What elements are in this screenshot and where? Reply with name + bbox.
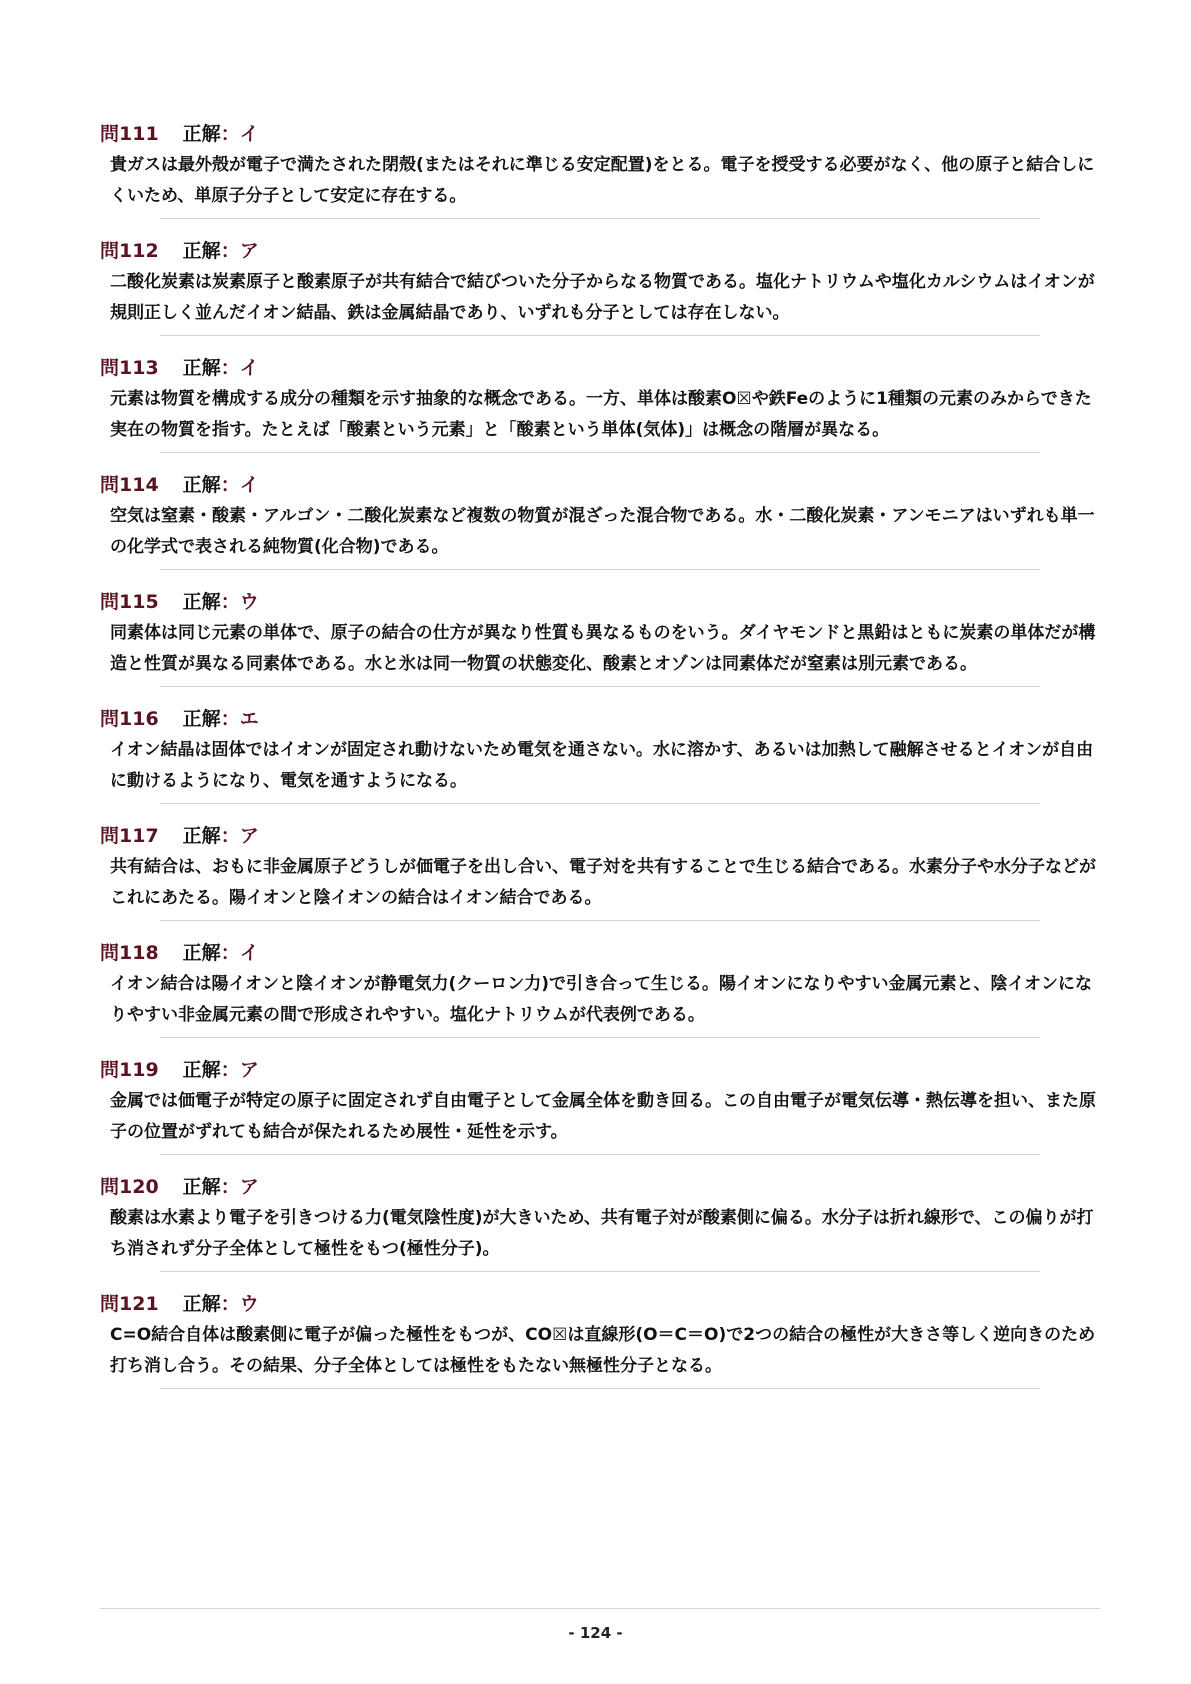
question-number: 問115 <box>100 591 159 613</box>
answer-explanation: 共有結合は、おもに非金属原子どうしが価電子を出し合い、電子対を共有することで生じる結合である。水素分子や水分子などがこれにあたる。陽イオンと陰イオンの結合はイオン結合である。 <box>110 857 1096 908</box>
answer-choice: ア <box>239 240 259 262</box>
item-divider <box>160 335 1040 336</box>
answer-choice: ウ <box>239 1293 259 1315</box>
answer-colon: ： <box>220 240 240 262</box>
answer-choice: イ <box>239 942 259 964</box>
answer-label: 正解 <box>182 1293 221 1315</box>
answer-label: 正解 <box>182 708 221 730</box>
answer-explanation: 金属では価電子が特定の原子に固定されず自由電子として金属全体を動き回る。この自由電子が電気伝導・熱伝導を担い、また原子の位置がずれても結合が保たれるため展性・延性を示す。 <box>110 1091 1096 1142</box>
answer-item-119 <box>100 1054 1100 1155</box>
answer-heading <box>100 703 1100 735</box>
answer-item-116 <box>100 703 1100 804</box>
item-divider <box>160 569 1040 570</box>
answer-choice: イ <box>239 474 259 496</box>
answer-colon: ： <box>220 708 240 730</box>
answer-item-112 <box>100 235 1100 336</box>
answer-choice: ア <box>239 1059 259 1081</box>
question-number: 問113 <box>100 357 159 379</box>
answer-item-113 <box>100 352 1100 453</box>
item-divider <box>160 1154 1040 1155</box>
answer-heading <box>100 118 1100 150</box>
answer-label: 正解 <box>182 942 221 964</box>
answer-heading <box>100 586 1100 618</box>
answer-explanation: C=O結合自体は酸素側に電子が偏った極性をもつが、CO☒は直線形(O＝C＝O)で2つの結合の極性が大きさ等しく逆向きのため打ち消し合う。その結果、分子全体としては極性をもたない無極性分子となる。 <box>110 1325 1096 1376</box>
question-number: 問116 <box>100 708 159 730</box>
item-divider <box>160 1271 1040 1272</box>
answer-choice: エ <box>239 708 259 730</box>
answer-colon: ： <box>220 123 240 145</box>
answer-colon: ： <box>220 474 240 496</box>
answer-item-115 <box>100 586 1100 687</box>
item-divider <box>160 218 1040 219</box>
answer-explanation: イオン結晶は固体ではイオンが固定され動けないため電気を通さない。水に溶かす、あるいは加熱して融解させるとイオンが自由に動けるようになり、電気を通すようになる。 <box>110 740 1094 791</box>
answer-explanation: 貴ガスは最外殻が電子で満たされた閉殻(またはそれに準じる安定配置)をとる。電子を授受する必要がなく、他の原子と結合しにくいため、単原子分子として安定に存在する。 <box>110 155 1095 206</box>
question-number: 問120 <box>100 1176 159 1198</box>
item-divider <box>160 686 1040 687</box>
answer-label: 正解 <box>182 825 221 847</box>
answer-item-118 <box>100 937 1100 1038</box>
answer-heading <box>100 1171 1100 1203</box>
answer-colon: ： <box>220 1293 240 1315</box>
question-number: 問111 <box>100 123 159 145</box>
answer-label: 正解 <box>182 474 221 496</box>
item-divider <box>160 1037 1040 1038</box>
answer-colon: ： <box>220 357 240 379</box>
answer-item-114 <box>100 469 1100 570</box>
answer-heading <box>100 820 1100 852</box>
answer-colon: ： <box>220 591 240 613</box>
answer-colon: ： <box>220 1176 240 1198</box>
question-number: 問112 <box>100 240 159 262</box>
item-divider <box>160 1388 1040 1389</box>
footer-divider <box>100 1608 1100 1609</box>
answer-heading <box>100 1054 1100 1086</box>
answer-item-120 <box>100 1171 1100 1272</box>
answer-choice: ウ <box>239 591 259 613</box>
item-divider <box>160 920 1040 921</box>
answer-list <box>100 118 1100 1405</box>
answer-item-111 <box>100 118 1100 219</box>
answer-colon: ： <box>220 942 240 964</box>
answer-choice: イ <box>239 123 259 145</box>
answer-heading <box>100 352 1100 384</box>
answer-label: 正解 <box>182 1059 221 1081</box>
answer-choice: ア <box>239 825 259 847</box>
answer-colon: ： <box>220 825 240 847</box>
answer-choice: ア <box>239 1176 259 1198</box>
answer-label: 正解 <box>182 123 221 145</box>
answer-explanation: 二酸化炭素は炭素原子と酸素原子が共有結合で結びついた分子からなる物質である。塩化ナトリウムや塩化カルシウムはイオンが規則正しく並んだイオン結晶、鉄は金属結晶であり、いずれも分子としては存在しない。 <box>110 272 1095 323</box>
answer-explanation: 元素は物質を構成する成分の種類を示す抽象的な概念である。一方、単体は酸素O☒や鉄Feのように1種類の元素のみからできた実在の物質を指す。たとえば「酸素という元素」と「酸素という単体(気体)」は概念の階層が異なる。 <box>110 389 1092 440</box>
item-divider <box>160 803 1040 804</box>
question-number: 問118 <box>100 942 159 964</box>
answer-explanation: 空気は窒素・酸素・アルゴン・二酸化炭素など複数の物質が混ざった混合物である。水・二酸化炭素・アンモニアはいずれも単一の化学式で表される純物質(化合物)である。 <box>110 506 1095 557</box>
answer-item-117 <box>100 820 1100 921</box>
answer-choice: イ <box>239 357 259 379</box>
answer-heading <box>100 1288 1100 1320</box>
answer-heading <box>100 937 1100 969</box>
answer-label: 正解 <box>182 357 221 379</box>
page-number: - 124 - <box>568 1624 623 1642</box>
answer-heading <box>100 235 1100 267</box>
answer-label: 正解 <box>182 240 221 262</box>
answer-colon: ： <box>220 1059 240 1081</box>
answer-explanation: イオン結合は陽イオンと陰イオンが静電気力(クーロン力)で引き合って生じる。陽イオンになりやすい金属元素と、陰イオンになりやすい非金属元素の間で形成されやすい。塩化ナトリウムが代表例である。 <box>110 974 1092 1025</box>
question-number: 問117 <box>100 825 159 847</box>
question-number: 問119 <box>100 1059 159 1081</box>
answer-heading <box>100 469 1100 501</box>
item-divider <box>160 452 1040 453</box>
answer-explanation: 酸素は水素より電子を引きつける力(電気陰性度)が大きいため、共有電子対が酸素側に偏る。水分子は折れ線形で、この偏りが打ち消されず分子全体として極性をもつ(極性分子)。 <box>110 1208 1094 1259</box>
answer-label: 正解 <box>182 591 221 613</box>
question-number: 問114 <box>100 474 159 496</box>
question-number: 問121 <box>100 1293 159 1315</box>
answer-item-121 <box>100 1288 1100 1389</box>
answer-label: 正解 <box>182 1176 221 1198</box>
answer-explanation: 同素体は同じ元素の単体で、原子の結合の仕方が異なり性質も異なるものをいう。ダイヤモンドと黒鉛はともに炭素の単体だが構造と性質が異なる同素体である。水と氷は同一物質の状態変化、酸素とオゾンは同素体だが窒素は別元素である。 <box>110 623 1096 674</box>
